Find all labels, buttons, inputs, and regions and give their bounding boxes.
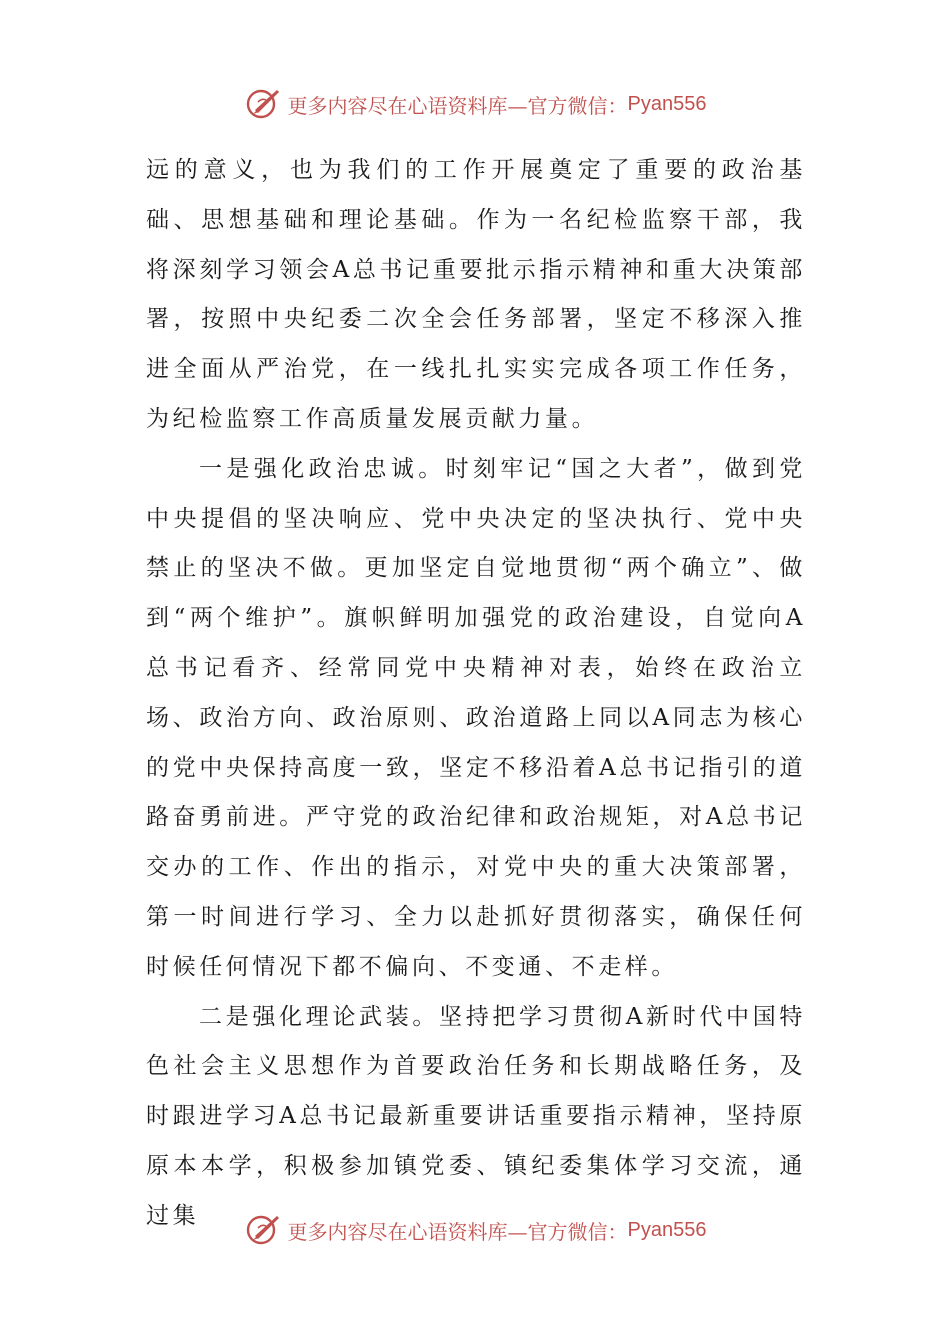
- quill-pen-icon: [244, 86, 284, 122]
- paragraph-3: 二是强化理论武装。坚持把学习贯彻A新时代中国特色社会主义思想作为首要政治任务和长期战略任务，及时跟进学习A总书记最新重要讲话重要指示精神，坚持原原本本学，积极参加镇党委、镇纪委集体学习交流，通过集: [146, 1003, 806, 1229]
- footer-text: 更多内容尽在心语资料库—官方微信：: [287, 1219, 628, 1244]
- header-wechat-id: Pyan556: [627, 92, 707, 115]
- paragraph-1: 远的意义，也为我们的工作开展奠定了重要的政治基础、思想基础和理论基础。作为一名纪检监察干部，我将深刻学习领会A总书记重要批示指示精神和重大决策部署，按照中央纪委二次全会任务部署，坚定不移深入推进全面从严治党，在一线扎扎实实完成各项工作任务，为纪检监察工作高质量发展贡献力量。: [146, 157, 806, 432]
- paragraph-2: 一是强化政治忠诚。时刻牢记“国之大者”，做到党中央提倡的坚决响应、党中央决定的坚决执行、党中央禁止的坚决不做。更加坚定自觉地贯彻“两个确立”、做到“两个维护”。旗帜鲜明加强党的政治建设，自觉向A总书记看齐、经常同党中央精神对表，始终在政治立场、政治方向、政治原则、政治道路上同以A同志为核心的党中央保持高度一致，坚定不移沿着A总书记指引的道路奋勇前进。严守党的政治纪律和政治规矩，对A总书记交办的工作、作出的指示，对党中央的重大决策部署，第一时间进行学习、全力以赴抓好贯彻落实，确保任何时候任何情况下都不偏向、不变通、不走样。: [146, 455, 806, 980]
- footer-banner: [0, 1208, 950, 1252]
- quill-pen-icon: [244, 1212, 284, 1248]
- header-text: 更多内容尽在心语资料库—官方微信：: [287, 93, 628, 118]
- header-banner: [0, 82, 950, 126]
- document-body: [146, 146, 806, 1242]
- footer-wechat-id: Pyan556: [627, 1218, 707, 1241]
